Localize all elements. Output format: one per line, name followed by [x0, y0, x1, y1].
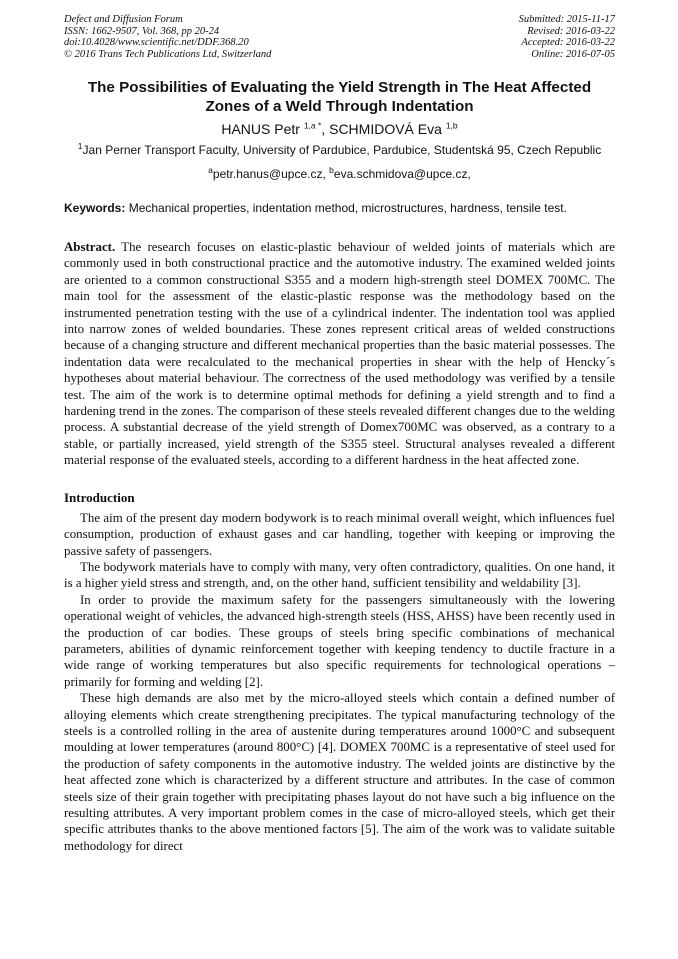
submission-dates	[519, 14, 615, 60]
abstract-text: The research focuses on elastic-plastic behaviour of welded joints of materials which are commonly used in both constructional practice and the automotive industry. The examined welded joints are oriented to a common constructional S355 and a modern high-strength steel DOMEX 700MC. The main tool for the assessment of the elastic-plastic response was the methodology based on the instrumented penetration testing with the use of a cylindrical indenter. The indentation tool was applied into narrow zones of welded boundaries. These zones represent critical areas of welded constructions because of a changing structure and different mechanical properties than the basic material possesses. The indentation data were recalculated to the mechanical properties in shear with the help of Hencky´s hypotheses about material behaviour. The correctness of the used methodology was verified by a tensile test. The aim of the work is to determine optimal methods for defining a yield strength and to find a hardening trend in the zones. The comparison of these steels revealed different changes due to the welding process. A substantial decrease of the yield strength of Domex700MC was observed, as a contrary to a stable, or partially increased, yield strength of the S355 steel. Structural analyses revealed a different material response of the evaluated steels, according to a different hardness in the heat affected zone.	[64, 240, 615, 468]
abstract-label: Abstract.	[64, 240, 116, 254]
email-hanus: petr.hanus@upce.cz,	[212, 167, 330, 181]
journal-name: Defect and Diffusion Forum	[64, 14, 183, 25]
keywords-text: Mechanical properties, indentation method, microstructures, hardness, tensile test.	[125, 201, 567, 215]
journal-copyright: © 2016 Trans Tech Publications Ltd, Switzerland	[64, 48, 272, 60]
author-hanus-affil: 1,a *	[303, 120, 322, 131]
online-date: Online: 2016-07-05	[531, 48, 615, 60]
intro-paragraph-3: In order to provide the maximum safety for the passengers simultaneously with the lowering operational weight of vehicles, the advanced high-strength steels (HSS, AHSS) have been recently used in the production of car bodies. These groups of steels bring specific combinations of mechanical parameters, abilities of dynamic reinforcement together with keeping tendency to ductile fracture in a wide range of working temperatures but also specific requirements for technological operations – primarily for forming and welding [2].	[64, 592, 615, 689]
paper-page	[64, 14, 615, 854]
author-schmidova: SCHMIDOVÁ Eva	[329, 121, 446, 137]
keywords-label: Keywords:	[64, 201, 126, 215]
author-emails	[64, 166, 615, 182]
section-heading-introduction: Introduction	[64, 489, 135, 505]
intro-paragraph-2: The bodywork materials have to comply with many, very often contradictory, qualities. On one hand, it is a higher yield stress and strength, and, on the other hand, sufficient tensibility and weldability [3].	[64, 559, 615, 591]
email-b-marker: b	[329, 165, 334, 175]
author-line	[64, 120, 615, 138]
journal-header	[64, 14, 615, 60]
author-schmidova-affil: 1,b	[445, 120, 458, 131]
introduction-body	[64, 510, 615, 855]
paper-title: The Possibilities of Evaluating the Yield Strength in The Heat Affected Zones of a Weld Through Indentation	[87, 79, 592, 115]
journal-doi: doi:10.4028/www.scientific.net/DDF.368.20	[64, 37, 249, 48]
affiliation-text: Jan Perner Transport Faculty, University of Pardubice, Pardubice, Studentská 95, Czech Republic	[82, 143, 602, 157]
email-a-marker: a	[208, 165, 213, 175]
author-hanus: HANUS Petr	[221, 121, 304, 137]
revised-date: Revised: 2016-03-22	[527, 25, 615, 37]
affiliation	[64, 142, 615, 158]
email-schmidova: eva.schmidova@upce.cz,	[333, 167, 471, 181]
intro-paragraph-1: The aim of the present day modern bodywork is to reach minimal overall weight, which influences fuel consumption, production of exhaust gases and car handling, together with keeping or improving the passive safety of passengers.	[64, 510, 615, 558]
submitted-date: Submitted: 2015-11-17	[518, 14, 615, 25]
accepted-date: Accepted: 2016-03-22	[521, 37, 615, 48]
abstract	[64, 239, 615, 469]
intro-paragraph-4: These high demands are also met by the micro-alloyed steels which contain a defined number of alloying elements which create strengthening precipitates. The typical manufacturing technology of the steels is a controlled rolling in the area of austenite during temperatures around 1000°C and subsequent moulding at lower temperatures (around 800°C) [4]. DOMEX 700MC is a representative of steel used for the production of safety components in the automotive industry. The welded joints are distinctive by the heat affected zone which is characterized by a different structure and attributes. In the case of common steels size of their grain together with precipitating phases layout do not have such a big influence on the resulting attributes. A very important problem comes in the case of micro-alloyed steels, which get their specific attributes thanks to the above mentioned factors [5]. The aim of the work was to validate suitable methodology for direct	[64, 691, 615, 853]
keywords	[64, 200, 615, 216]
affiliation-marker: 1	[77, 141, 83, 151]
journal-issn: ISSN: 1662-9507, Vol. 368, pp 20-24	[64, 25, 220, 37]
journal-info	[64, 14, 271, 60]
author-separator: ,	[321, 121, 330, 137]
